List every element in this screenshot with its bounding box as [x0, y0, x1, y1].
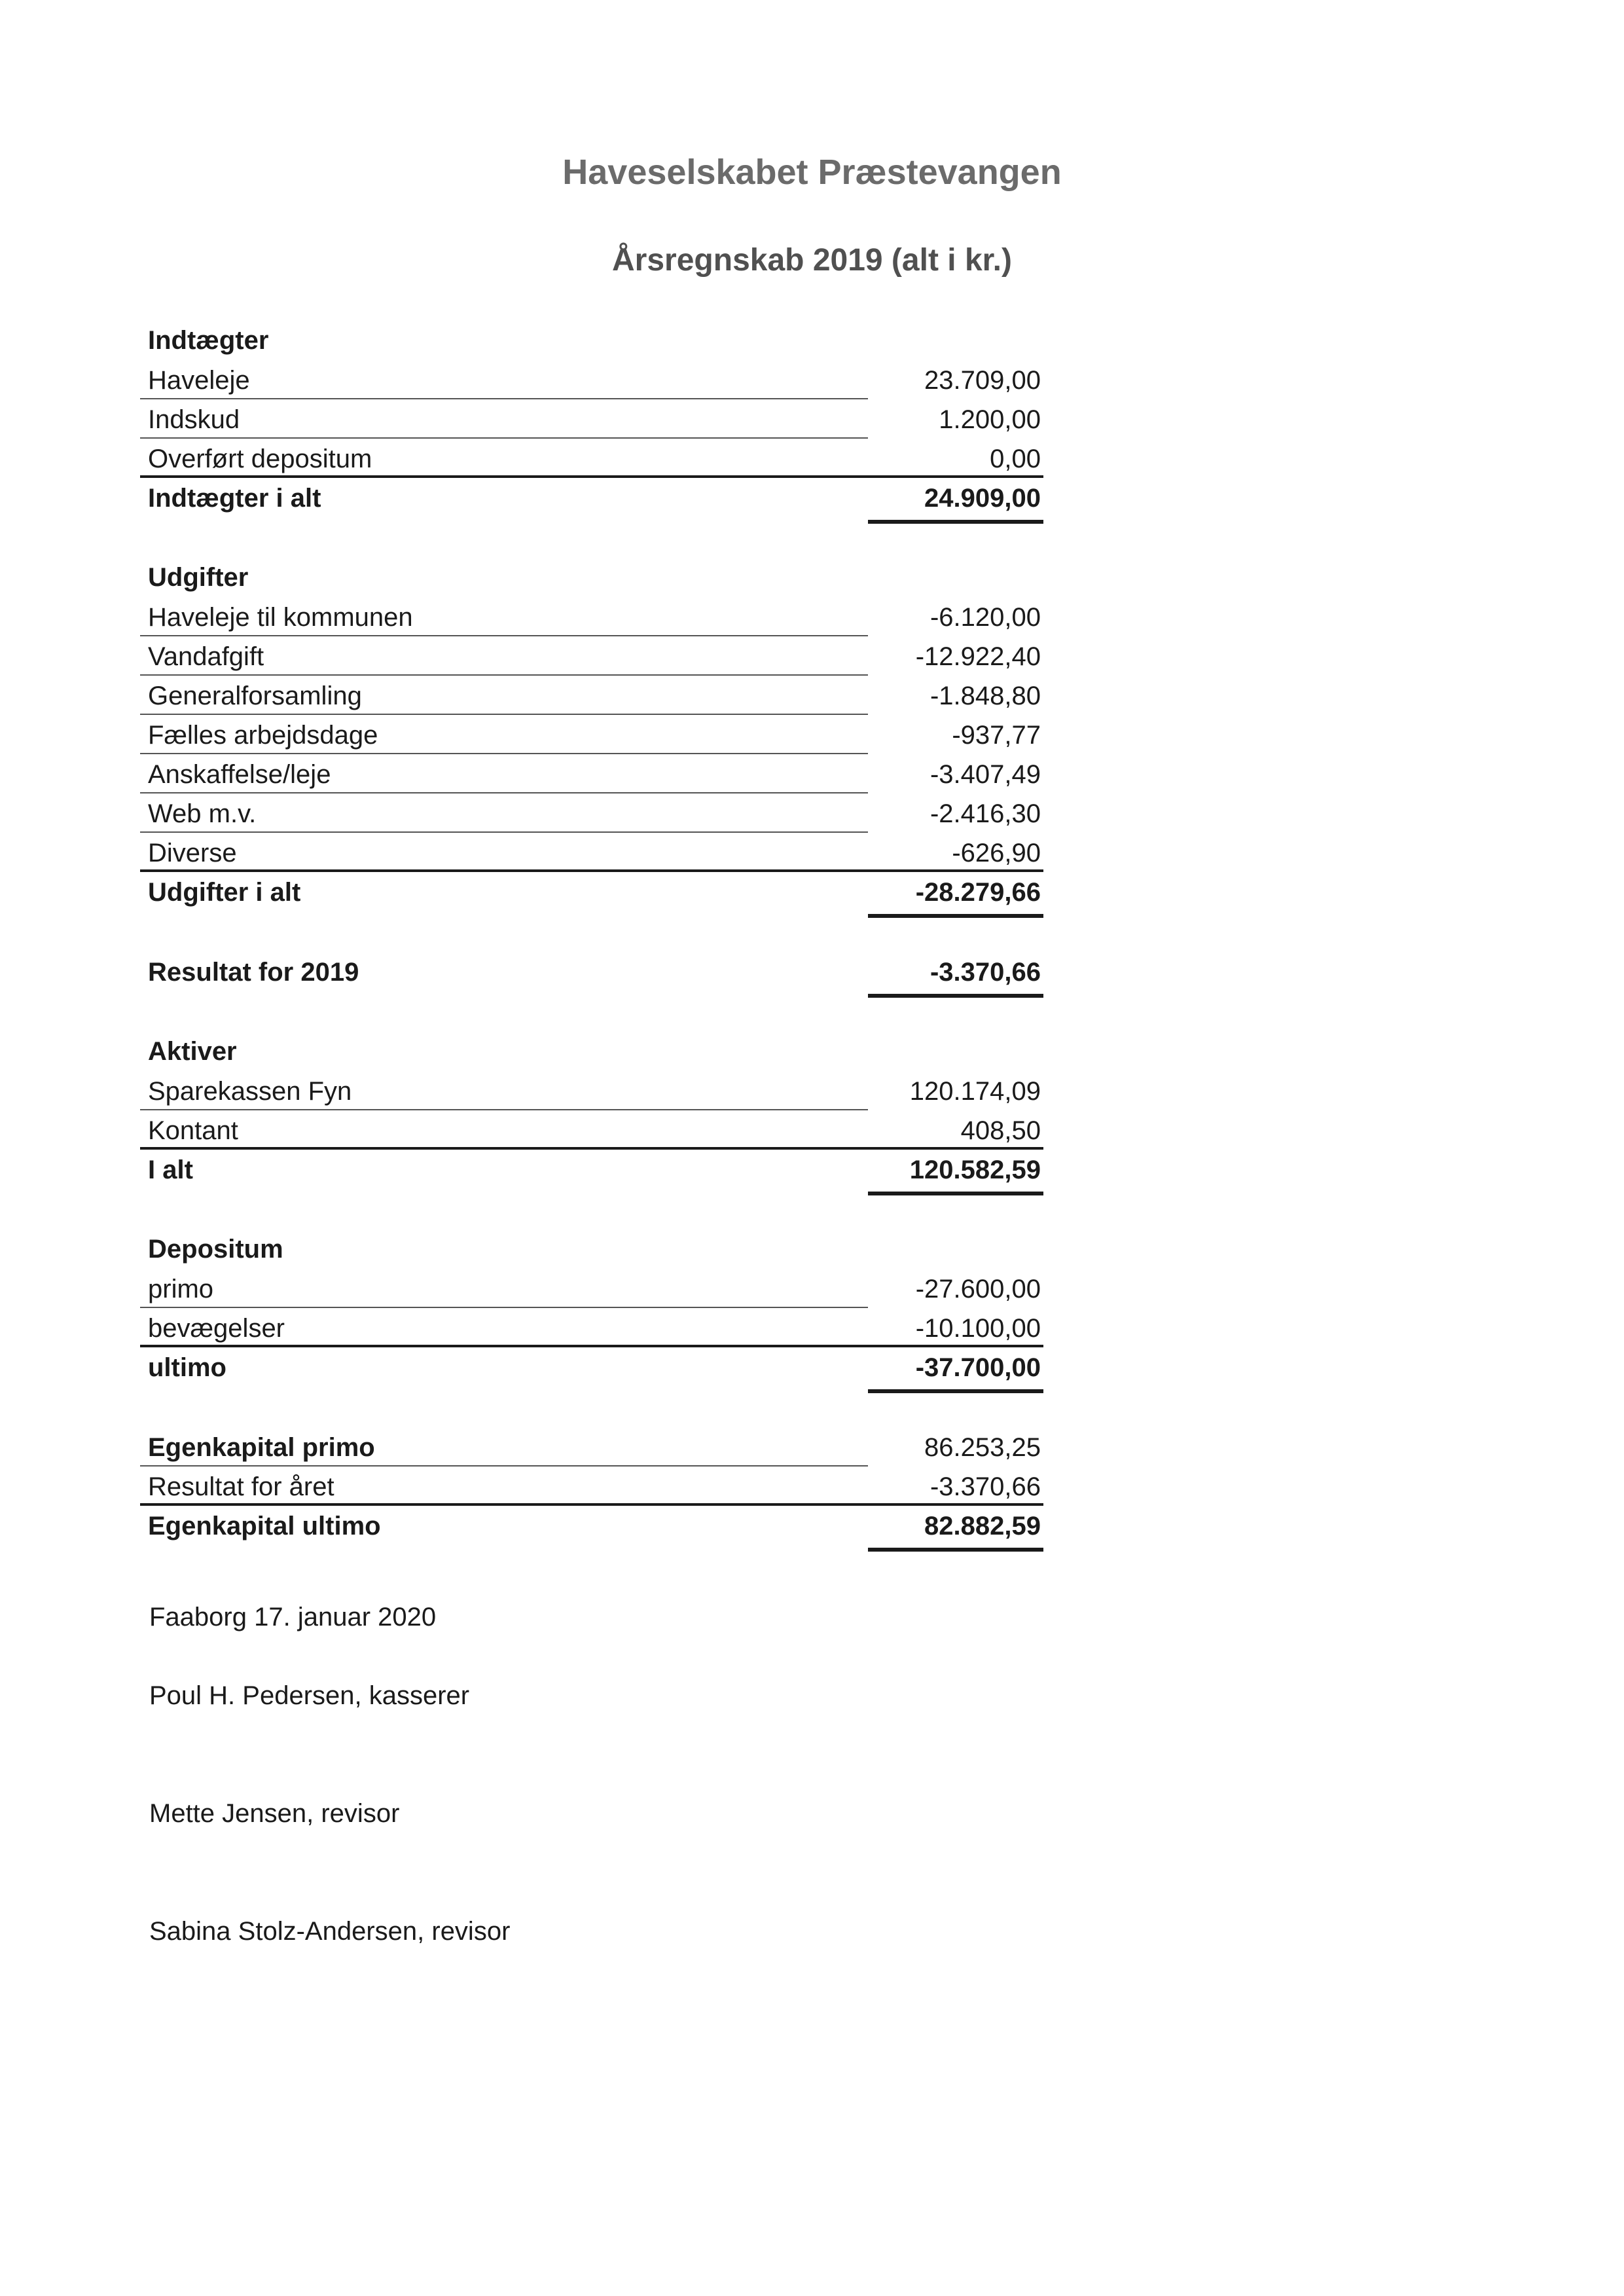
section-header: Indtægter	[148, 326, 269, 355]
line-item-label: Web m.v.	[148, 799, 257, 828]
total-underline	[868, 994, 1043, 998]
total-amount: 24.909,00	[924, 484, 1041, 513]
line-item	[140, 597, 1050, 636]
total-row	[140, 1347, 1050, 1387]
line-item-label: primo	[148, 1275, 214, 1303]
section-header: Aktiver	[148, 1037, 237, 1066]
line-item-amount: -3.370,66	[929, 1472, 1041, 1501]
line-item	[140, 793, 1050, 833]
line-item-amount: -12.922,40	[915, 642, 1041, 671]
document-title: Haveselskabet Præstevangen	[562, 153, 1062, 192]
line-item	[140, 1308, 1050, 1347]
total-underline	[868, 1548, 1043, 1552]
line-item-label: Diverse	[148, 839, 237, 867]
line-item	[140, 833, 1050, 872]
line-item-label: Indskud	[148, 405, 240, 434]
line-item-amount: 0,00	[990, 445, 1041, 473]
place-date: Faaborg 17. januar 2020	[149, 1603, 437, 1631]
section	[140, 952, 1050, 991]
total-amount: 120.582,59	[909, 1156, 1041, 1184]
line-item-label: Overført depositum	[148, 445, 372, 473]
line-item-amount: -937,77	[952, 721, 1041, 750]
signature-revisor-2: Sabina Stolz-Andersen, revisor	[149, 1917, 511, 1946]
line-item-amount: -2.416,30	[929, 799, 1041, 828]
line-item	[140, 754, 1050, 793]
total-underline	[868, 1192, 1043, 1195]
section	[140, 1032, 1050, 1189]
line-item-label: Generalforsamling	[148, 682, 362, 710]
line-item-amount: -6.120,00	[929, 603, 1041, 632]
total-underline	[868, 1389, 1043, 1393]
line-item-amount: 86.253,25	[924, 1433, 1041, 1462]
total-amount: -3.370,66	[929, 958, 1041, 987]
line-item-amount: 23.709,00	[924, 366, 1041, 395]
total-row	[140, 478, 1050, 517]
document-subtitle: Årsregnskab 2019 (alt i kr.)	[612, 243, 1012, 278]
line-item	[140, 1110, 1050, 1150]
line-item-amount: -10.100,00	[915, 1314, 1041, 1343]
line-item-amount: -27.600,00	[915, 1275, 1041, 1303]
total-label: Resultat for 2019	[148, 958, 359, 987]
line-item	[140, 360, 1050, 399]
line-item-label: Kontant	[148, 1116, 238, 1145]
total-label: Egenkapital ultimo	[148, 1512, 381, 1540]
section-header: Depositum	[148, 1235, 283, 1264]
line-item-label: Vandafgift	[148, 642, 264, 671]
line-item	[140, 1071, 1050, 1110]
line-item	[140, 1269, 1050, 1308]
accounts-sheet	[140, 321, 1050, 1586]
line-item-label: Haveleje til kommunen	[148, 603, 413, 632]
total-amount: -37.700,00	[915, 1353, 1041, 1382]
line-item	[140, 439, 1050, 478]
section-header: Udgifter	[148, 563, 249, 592]
section	[140, 321, 1050, 517]
total-row	[140, 1506, 1050, 1545]
line-item	[140, 715, 1050, 754]
line-item-label: Sparekassen Fyn	[148, 1077, 352, 1106]
line-item-amount: 120.174,09	[909, 1077, 1041, 1106]
line-item	[140, 1427, 1050, 1467]
section	[140, 1230, 1050, 1387]
total-row	[140, 1150, 1050, 1189]
line-item-label: Haveleje	[148, 366, 250, 395]
line-item	[140, 399, 1050, 439]
total-amount: -28.279,66	[915, 878, 1041, 907]
line-item	[140, 676, 1050, 715]
line-item-amount: -3.407,49	[929, 760, 1041, 789]
total-label: Udgifter i alt	[148, 878, 301, 907]
total-underline	[868, 914, 1043, 918]
total-amount: 82.882,59	[924, 1512, 1041, 1540]
line-item-amount: -1.848,80	[929, 682, 1041, 710]
total-underline	[868, 520, 1043, 524]
line-item-label: Anskaffelse/leje	[148, 760, 331, 789]
line-item-label: Fælles arbejdsdage	[148, 721, 378, 750]
section	[140, 558, 1050, 911]
total-row	[140, 952, 1050, 991]
line-item	[140, 1467, 1050, 1506]
line-item-label: Resultat for året	[148, 1472, 334, 1501]
line-item	[140, 636, 1050, 676]
section	[140, 1427, 1050, 1545]
total-row	[140, 872, 1050, 911]
line-item-amount: 408,50	[960, 1116, 1041, 1145]
line-item-amount: 1.200,00	[939, 405, 1041, 434]
total-label: I alt	[148, 1156, 193, 1184]
line-item-label: Egenkapital primo	[148, 1433, 375, 1462]
signature-kasserer: Poul H. Pedersen, kasserer	[149, 1681, 470, 1710]
line-item-amount: -626,90	[952, 839, 1041, 867]
total-label: ultimo	[148, 1353, 226, 1382]
line-item-label: bevægelser	[148, 1314, 285, 1343]
total-label: Indtægter i alt	[148, 484, 321, 513]
signature-revisor-1: Mette Jensen, revisor	[149, 1799, 400, 1828]
